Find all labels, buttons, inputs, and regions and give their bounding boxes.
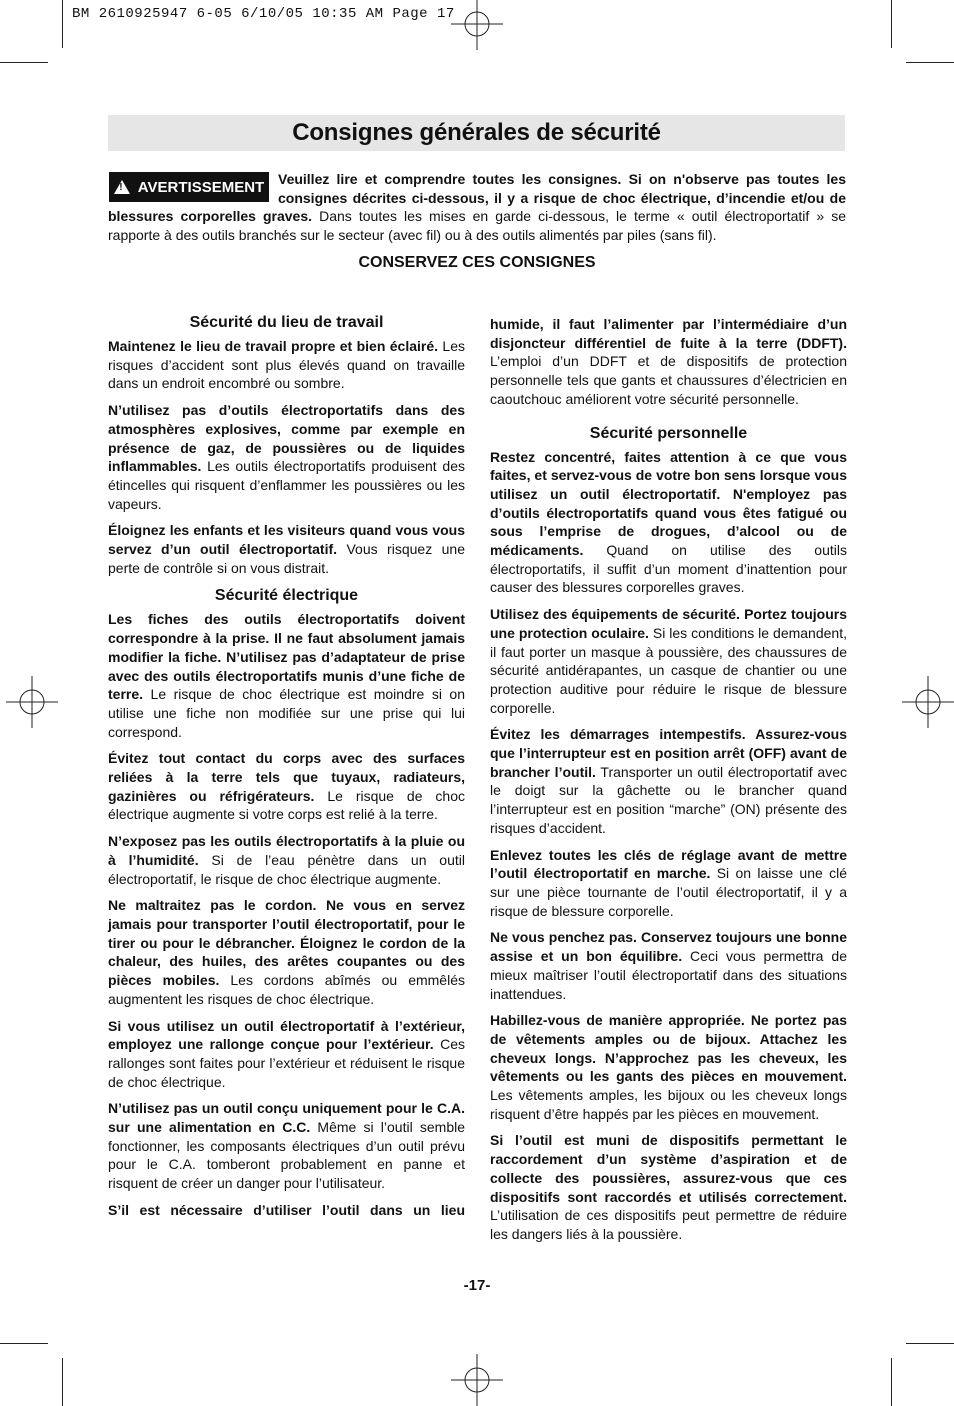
paragraph (490, 725, 847, 837)
paragraph-bold: Les fiches des outils électroportatifs doivent correspondre à la prise. Il ne faut absolument jamais modifier la fiche. N’utilisez pas d’adaptateur de prise avec des outils électroportatifs munis d’une fiche de terre. (108, 611, 465, 703)
paragraph-bold: S’il est nécessaire d’utiliser l’outil dans un lieu (108, 1201, 465, 1218)
paragraph (108, 337, 465, 393)
paragraph (490, 315, 847, 409)
page-title: Consignes générales de sécurité (292, 119, 661, 146)
paragraph-bold: humide, il faut l’alimenter par l’intermédiaire d’un disjoncteur différentiel de fuite à la terre (DDFT). (490, 316, 847, 351)
warning-badge (109, 172, 269, 202)
paragraph-bold: Utilisez des équipements de sécurité. Portez toujours une protection oculaire. (490, 606, 847, 641)
paragraph (108, 896, 465, 1008)
paragraph-bold: Maintenez le lieu de travail propre et bien éclairé. (108, 338, 439, 354)
paragraph-bold: Évitez les démarrages intempestifs. Assurez-vous que l’interrupteur est en position arrêt (OFF) avant de brancher l’outil. (490, 726, 847, 780)
paragraph-text: Les vêtements amples, les bijoux ou les cheveux longs risquent d’être happés par les pièces en mouvement. (490, 1087, 847, 1122)
warning-triangle-icon (114, 180, 130, 194)
paragraph-text: Le risque de choc électrique est moindre si on utilise une fiche non modifiée sur une prise qui lui correspond. (108, 686, 465, 740)
trim-mark (891, 0, 892, 48)
paragraph-bold: Enlevez toutes les clés de réglage avant de mettre l’outil électroportatif en marche. (490, 846, 847, 882)
paragraph-text: Les outils électroportatifs produisent des étincelles qui risquent d’enflammer les poussières ou les vapeurs. (108, 458, 465, 512)
paragraph-text: Si on laisse une clé sur une pièce tournante de l’outil électroportatif, il y a risque de blessure corporelle. (490, 865, 847, 919)
paragraph-text: Ces rallonges sont faites pour l’extérieur et réduisent le risque de choc électrique. (108, 1036, 465, 1090)
paragraph-bold: Évitez tout contact du corps avec des surfaces reliées à la terre tels que tuyaux, radiateurs, gazinières ou réfrigérateurs. (108, 750, 465, 804)
registration-mark-icon (6, 676, 58, 728)
paragraph-text: Quand on utilise des outils électroportatifs, il suffit d’un moment d’inattention pour causer des blessures corporelles graves. (490, 542, 847, 596)
warning-text: Dans toutes les mises en garde ci-dessous, le terme « outil électroportatif » se rapporte à des outils branchés sur le secteur (avec fil) ou à des outils alimentés par piles (sans fil). (108, 208, 846, 244)
paragraph-bold: N’exposez pas les outils électroportatifs à la pluie ou à l’humidité. (108, 833, 465, 868)
trim-mark (906, 1343, 954, 1344)
page-number: -17- (463, 1277, 491, 1294)
paragraph-text: L’emploi d’un DDFT et de dispositifs de protection personnelle tels que gants et chaussures d’électricien en caoutchouc améliorent votre sécurité personnelle. (490, 353, 847, 407)
paragraph-text: Les cordons abîmés ou emmêlés augmentent les risques de choc électrique. (108, 972, 465, 1007)
trim-mark (0, 1343, 48, 1344)
paragraph (108, 749, 465, 824)
paragraph-bold: N’utilisez pas d’outils électroportatifs dans des atmosphères explosives, comme par exemple en présence de gaz, de poussières ou de liquides inflammables. (108, 402, 465, 475)
paragraph-bold: Si l’outil est muni de dispositifs permettant le raccordement d’un système d’aspiration et de collecte des poussières, assurez-vous que ces dispositifs sont raccordés et utilisés correctement. (490, 1132, 847, 1205)
paragraph-text: Transporter un outil électroportatif avec le doigt sur la gâchette ou le brancher quand l’interrupteur est en position “marche” (ON) présente des risques d’accident. (490, 763, 848, 836)
registration-mark-icon (451, 1354, 503, 1406)
paragraph-bold: Restez concentré, faites attention à ce que vous faites, et servez-vous de votre bon sens lorsque vous utilisez un outil électroportatif. N'employez pas d’outils électroportatifs quand vous êtes fatigué ou sous l’emprise de drogues, d’alcool ou de médicaments. (490, 448, 847, 559)
paragraph (108, 1201, 465, 1220)
paragraph (490, 846, 847, 921)
paragraph-text: Même si l’outil semble fonctionner, les composants électriques d’un outil prévu pour le C.A. tomberont probablement en panne et risquent de créer un danger pour l’utilisateur. (108, 1119, 465, 1192)
trim-mark (0, 62, 48, 63)
paragraph (490, 605, 847, 717)
paragraph (108, 521, 465, 577)
paragraph-bold: N’utilisez pas un outil conçu uniquement pour le C.A. sur une alimentation en C.C. (108, 1100, 465, 1136)
warning-bold: Veuillez lire et comprendre toutes les consignes. Si on n'observe pas toutes les consignes décrites ci-dessous, il y a risque de choc électrique, d’incendie et/ou de blessures corporelles graves. (108, 171, 846, 225)
paragraph-bold: Habillez-vous de manière appropriée. Ne portez pas de vêtements amples ou de bijoux. Attachez les cheveux longs. N’approchez pas les cheveux, les vêtements ou les gants des pièces en mouvement. (490, 1012, 847, 1085)
registration-mark-icon (902, 676, 954, 728)
paragraph-bold: Ne maltraitez pas le cordon. Ne vous en servez jamais pour transporter l’outil électroportatif, pour le tirer ou pour le débrancher. Éloignez le cordon de la chaleur, des huiles, des arêtes coupantes ou des pièces mobiles. (108, 897, 465, 989)
paragraph-bold: Éloignez les enfants et les visiteurs quand vous vous servez d’un outil électroportatif. (108, 522, 465, 558)
registration-mark-icon (451, 0, 503, 50)
paragraph-text: Vous risquez une perte de contrôle si on vous distrait. (108, 541, 465, 576)
paragraph (108, 1099, 465, 1193)
paragraph-text: Ceci vous permettra de mieux maîtriser l’outil électroportatif dans des situations inattendues. (490, 948, 847, 1002)
keep-instructions-heading: CONSERVEZ CES CONSIGNES (358, 254, 596, 271)
paragraph-text: Si les conditions le demandent, il faut porter un masque à poussière, des chaussures de sécurité antidérapantes, un casque de chantier ou une protection auditive pour réduire le risque de blessure corporelle. (490, 624, 847, 716)
trim-mark (62, 0, 63, 48)
paragraph-text: Si de l’eau pénètre dans un outil électroportatif, le risque de choc électrique augmente. (108, 851, 465, 887)
paragraph (108, 1017, 465, 1092)
trim-mark (891, 1358, 892, 1406)
paragraph (490, 1011, 847, 1123)
paragraph-bold: Ne vous penchez pas. Conservez toujours une bonne assise et un bon équilibre. (490, 929, 847, 965)
section-heading-electrical: Sécurité électrique (214, 587, 359, 605)
trim-mark (62, 1358, 63, 1406)
left-column (108, 312, 465, 1228)
paragraph (490, 448, 847, 598)
paragraph-text: L’utilisation de ces dispositifs peut permettre de réduire les dangers liés à la poussière. (490, 1207, 847, 1242)
section-heading-personal: Sécurité personnelle (589, 424, 748, 442)
paragraph (490, 1131, 847, 1243)
paragraph-text: Les risques d’accident sont plus élevés quand on travaille dans un endroit encombré ou sombre. (108, 338, 465, 392)
paragraph-bold: Si vous utilisez un outil électroportatif à l’extérieur, employez une rallonge conçue pour l’extérieur. (108, 1017, 465, 1053)
trim-mark (906, 62, 954, 63)
warning-badge-label: AVERTISSEMENT (137, 178, 265, 196)
paragraph (108, 832, 465, 888)
print-slug: BM 2610925947 6-05 6/10/05 10:35 AM Page 17 (72, 6, 455, 22)
paragraph-text: Le risque de choc électrique augmente si votre corps est relié à la terre. (108, 787, 465, 823)
paragraph (490, 928, 847, 1003)
section-heading-work-area: Sécurité du lieu de travail (189, 314, 384, 331)
right-column (490, 315, 847, 1252)
paragraph (108, 401, 465, 513)
paragraph (108, 610, 465, 741)
